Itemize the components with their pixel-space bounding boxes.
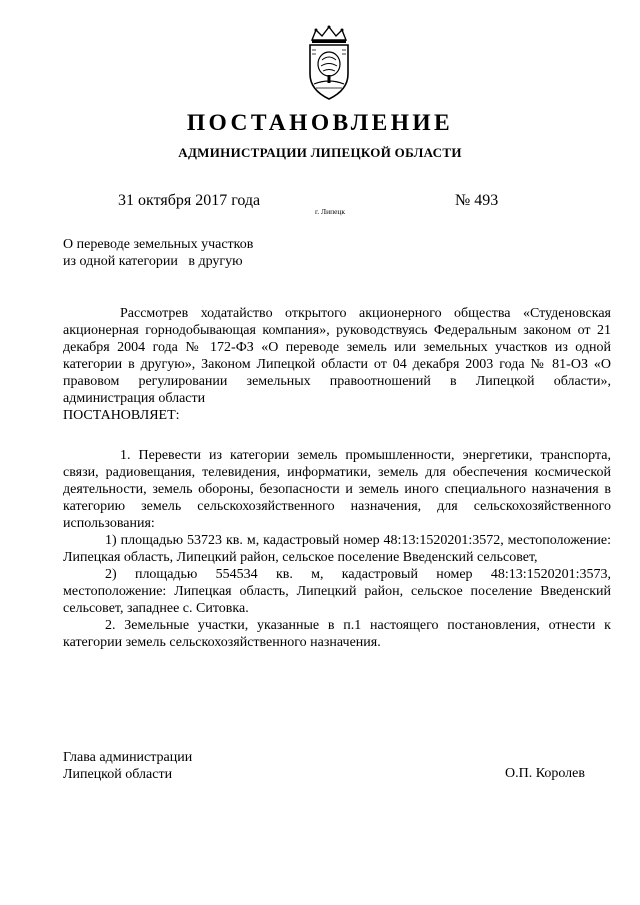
decree-subitem-2: 2) площадью 554534 кв. м, кадастровый номер 48:13:1520201:3573, местоположение: Липецкая область, Липецкий район, сельское поселение Введенский сельсовет, западнее с. Ситовка. — [63, 567, 611, 616]
document-date: 31 октября 2017 года — [118, 192, 261, 209]
signatory-position-line-1: Глава администрации — [63, 750, 193, 765]
topic-line-1: О переводе земельных участков — [63, 237, 254, 252]
signatory-position — [63, 749, 192, 783]
document-topic — [63, 236, 343, 270]
signatory-name: О.П. Королев — [505, 766, 585, 781]
document-place: г. Липецк — [315, 207, 346, 216]
decree-item-2: 2. Земельные участки, указанные в п.1 настоящего постановления, отнести к категории земель сельскохозяйственного назначения. — [63, 618, 611, 650]
topic-line-2: из одной категории в другую — [63, 254, 243, 269]
coat-of-arms-emblem — [298, 24, 360, 104]
decree-word: ПОСТАНОВЛЯЕТ: — [63, 408, 180, 423]
document-subtitle: АДМИНИСТРАЦИИ ЛИПЕЦКОЙ ОБЛАСТИ — [178, 145, 462, 160]
preamble-paragraph: Рассмотрев ходатайство открытого акционерного общества «Студеновская акционерная горнодобывающая компания», руководствуясь Федеральным законом от 21 декабря 2004 года № 172-ФЗ «О переводе земель или земельных участков из одной категории в другую», Законом Липецкой области от 04 декабря 2003 года № 81-ОЗ «О правовом регулировании земельных правоотношений в Липецкой области», администрация области — [63, 306, 611, 406]
document-number: № 493 — [455, 192, 499, 209]
lipetsk-coat-of-arms-icon — [298, 24, 360, 104]
decree-item-1: 1. Перевести из категории земель промышленности, энергетики, транспорта, связи, радиовещания, телевидения, информатики, земель для обеспечения космической деятельности, земель обороны, безопасности и земель иного специального назначения в категорию земель сельскохозяйственного назначения, для сельскохозяйственного использования: — [63, 448, 611, 531]
document-body — [63, 305, 611, 424]
signatory-position-line-2: Липецкой области — [63, 767, 173, 782]
decree-items — [63, 447, 611, 651]
decree-subitem-1: 1) площадью 53723 кв. м, кадастровый номер 48:13:1520201:3572, местоположение: Липецкая область, Липецкий район, сельское поселение Введенский сельсовет, — [63, 533, 611, 565]
document-title: ПОСТАНОВЛЕНИЕ — [186, 110, 454, 136]
